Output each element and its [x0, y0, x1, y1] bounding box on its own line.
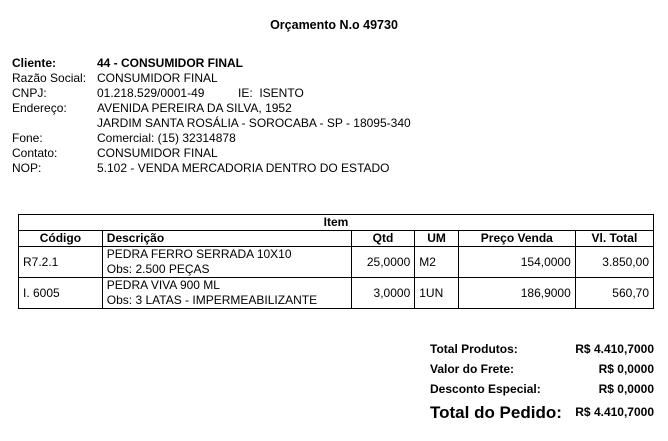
ie-label: IE:	[238, 86, 253, 100]
contato-label: Contato:	[12, 146, 58, 160]
cell-codigo: I. 6005	[19, 278, 103, 309]
nop-value: 5.102 - VENDA MERCADORIA DENTRO DO ESTADO	[97, 161, 390, 175]
valor-frete-value: R$ 0,0000	[598, 362, 654, 376]
desconto-label: Desconto Especial:	[430, 382, 541, 396]
total-pedido-label: Total do Pedido:	[430, 403, 562, 422]
item-description: PEDRA FERRO SERRADA 10X10	[106, 247, 292, 261]
cnpj-value: 01.218.529/0001-49	[97, 86, 205, 100]
razao-value: CONSUMIDOR FINAL	[97, 71, 218, 85]
item-obs: Obs: 2.500 PEÇAS	[106, 262, 210, 276]
col-header-qtd: Qtd	[351, 231, 415, 247]
ie-block	[238, 86, 304, 101]
document-title: Orçamento N.o 49730	[270, 18, 398, 32]
cell-descricao	[102, 247, 351, 278]
ie-value: ISENTO	[259, 86, 304, 100]
table-group-header-row	[19, 215, 654, 231]
table-row	[19, 278, 654, 309]
cell-qtd: 25,0000	[351, 247, 415, 278]
col-header-descricao: Descrição	[102, 231, 351, 247]
table-header-row	[19, 231, 654, 247]
col-header-preco: Preço Venda	[458, 231, 575, 247]
col-header-um: UM	[415, 231, 459, 247]
total-pedido-row	[430, 403, 654, 425]
desconto-value: R$ 0,0000	[598, 382, 654, 396]
endereco-label: Endereço:	[12, 101, 67, 115]
item-obs: Obs: 3 LATAS - IMPERMEABILIZANTE	[106, 293, 318, 307]
item-description: PEDRA VIVA 900 ML	[106, 278, 220, 292]
cell-um: M2	[415, 247, 459, 278]
cliente-label: Cliente:	[12, 56, 57, 70]
total-pedido-value: R$ 4.410,7000	[575, 405, 654, 419]
cell-total: 3.850,00	[575, 247, 653, 278]
cell-preco: 154,0000	[458, 247, 575, 278]
contato-value: CONSUMIDOR FINAL	[97, 146, 218, 160]
cell-total: 560,70	[575, 278, 653, 309]
cliente-value: 44 - CONSUMIDOR FINAL	[97, 56, 244, 70]
cell-descricao	[102, 278, 351, 309]
desconto-row	[430, 382, 654, 397]
cnpj-label: CNPJ:	[12, 86, 47, 100]
cell-um: 1UN	[415, 278, 459, 309]
fone-label: Fone:	[12, 131, 43, 145]
cell-codigo: R7.2.1	[19, 247, 103, 278]
cell-qtd: 3,0000	[351, 278, 415, 309]
fone-value: Comercial: (15) 32314878	[97, 131, 236, 145]
razao-label: Razão Social:	[12, 71, 87, 85]
total-produtos-label: Total Produtos:	[430, 342, 518, 356]
col-header-total: Vl. Total	[575, 231, 653, 247]
nop-label: NOP:	[12, 161, 42, 175]
endereco-line1: AVENIDA PEREIRA DA SILVA, 1952	[97, 101, 292, 115]
cell-preco: 186,9000	[458, 278, 575, 309]
table-row	[19, 247, 654, 278]
valor-frete-row	[430, 362, 654, 377]
total-produtos-row	[430, 342, 654, 357]
col-header-codigo: Código	[19, 231, 103, 247]
total-produtos-value: R$ 4.410,7000	[575, 342, 654, 356]
item-group-header: Item	[19, 215, 654, 231]
endereco-line2: JARDIM SANTA ROSÁLIA - SOROCABA - SP - 18095-340	[97, 116, 411, 130]
items-table	[18, 214, 654, 309]
valor-frete-label: Valor do Frete:	[430, 362, 515, 376]
